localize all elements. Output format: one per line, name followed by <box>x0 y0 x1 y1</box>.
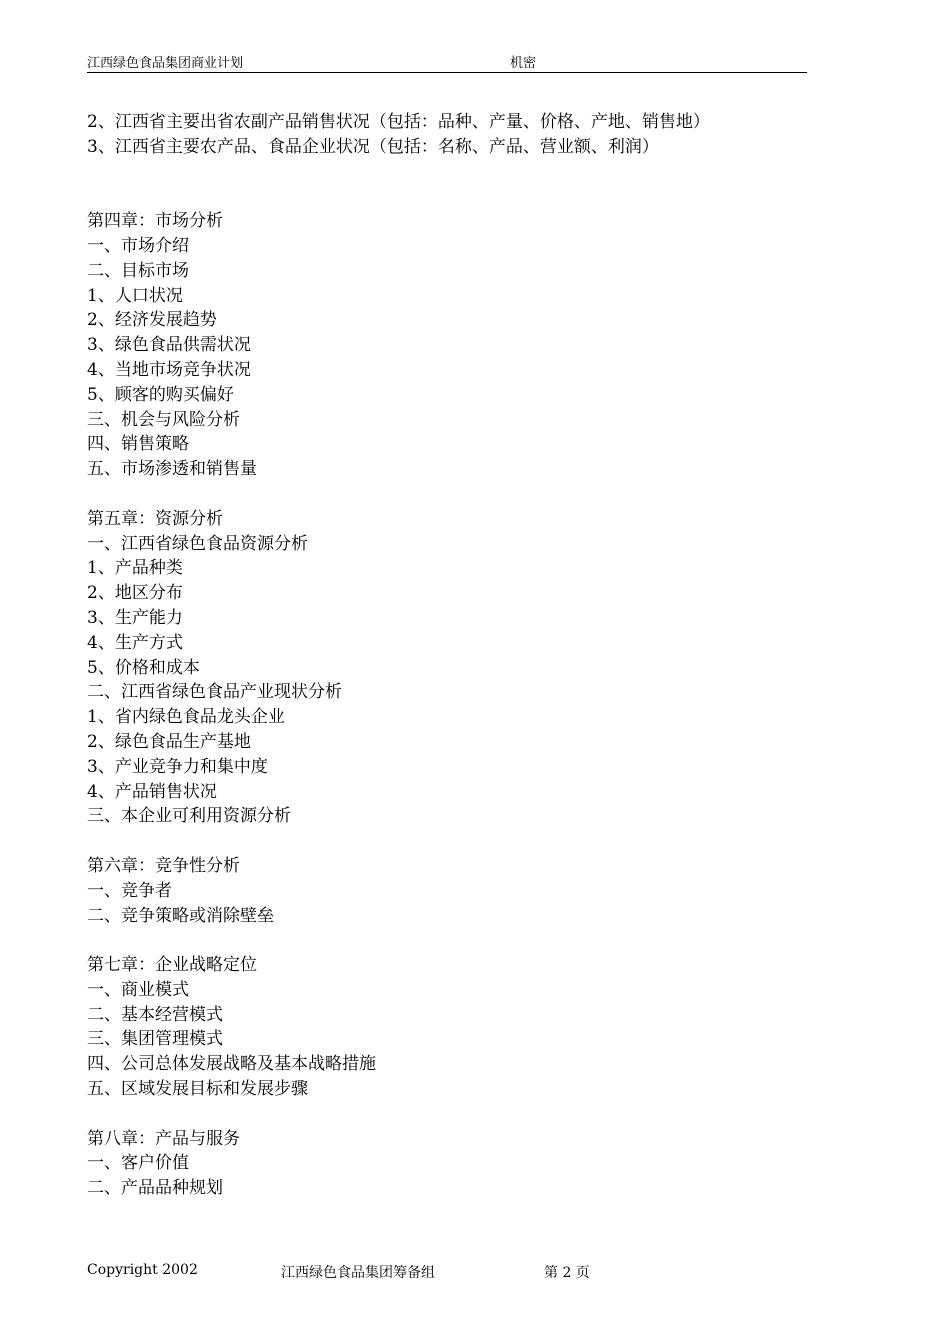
chapter-heading: 第七章：企业战略定位 <box>87 955 257 976</box>
blank-line <box>87 1102 847 1127</box>
outline-item: 一、竞争者 <box>87 880 172 901</box>
outline-item: 四、公司总体发展战略及基本战略措施 <box>87 1054 376 1075</box>
outline-item: 4、当地市场竞争状况 <box>87 359 251 380</box>
chapter-heading: 第四章：市场分析 <box>87 211 223 232</box>
outline-item: 二、产品品种规划 <box>87 1178 223 1199</box>
outline-item: 二、竞争策略或消除壁垒 <box>87 905 274 926</box>
outline-item: 一、市场介绍 <box>87 235 189 256</box>
outline-item: 三、机会与风险分析 <box>87 409 240 430</box>
outline-item: 二、基本经营模式 <box>87 1004 223 1025</box>
blank-line <box>87 482 847 507</box>
outline-item: 五、区域发展目标和发展步骤 <box>87 1079 308 1100</box>
outline-item: 1、省内绿色食品龙头企业 <box>87 707 285 728</box>
page-header <box>87 52 807 73</box>
outline-item: 一、商业模式 <box>87 979 189 1000</box>
outline-item: 一、客户价值 <box>87 1153 189 1174</box>
outline-item: 二、江西省绿色食品产业现状分析 <box>87 682 342 703</box>
document-body <box>87 110 847 1201</box>
outline-item: 3、产业竞争力和集中度 <box>87 756 268 777</box>
footer-copyright: Copyright 2002 <box>87 1262 198 1278</box>
outline-item: 3、江西省主要农产品、食品企业状况（包括：名称、产品、营业额、利润） <box>87 136 659 157</box>
outline-item: 1、产品种类 <box>87 558 183 579</box>
outline-item: 四、销售策略 <box>87 434 189 455</box>
outline-item: 4、生产方式 <box>87 632 183 653</box>
outline-item: 三、集团管理模式 <box>87 1029 223 1050</box>
header-title: 江西绿色食品集团商业计划 <box>87 56 244 71</box>
chapter-heading: 第六章：竞争性分析 <box>87 855 240 876</box>
outline-item: 5、顾客的购买偏好 <box>87 384 234 405</box>
blank-line <box>87 928 847 953</box>
footer-page-number: 第 2 页 <box>544 1265 590 1281</box>
footer-organization: 江西绿色食品集团筹备组 <box>281 1265 435 1281</box>
outline-item: 二、目标市场 <box>87 260 189 281</box>
outline-item: 三、本企业可利用资源分析 <box>87 806 291 827</box>
blank-line <box>87 184 847 209</box>
blank-line <box>87 829 847 854</box>
outline-item: 5、价格和成本 <box>87 657 200 678</box>
outline-item: 3、生产能力 <box>87 607 183 628</box>
outline-item: 2、江西省主要出省农副产品销售状况（包括：品种、产量、价格、产地、销售地） <box>87 112 710 132</box>
outline-item: 2、绿色食品生产基地 <box>87 731 251 752</box>
outline-item: 2、经济发展趋势 <box>87 310 217 331</box>
outline-item: 4、产品销售状况 <box>87 781 217 802</box>
outline-item: 五、市场渗透和销售量 <box>87 459 257 480</box>
chapter-heading: 第八章：产品与服务 <box>87 1128 240 1149</box>
outline-item: 1、人口状况 <box>87 285 183 306</box>
blank-line <box>87 160 847 185</box>
outline-item: 一、江西省绿色食品资源分析 <box>87 533 308 554</box>
chapter-heading: 第五章：资源分析 <box>87 508 223 529</box>
header-confidential: 机密 <box>510 56 537 71</box>
outline-item: 3、绿色食品供需状况 <box>87 335 251 356</box>
outline-item: 2、地区分布 <box>87 583 183 604</box>
